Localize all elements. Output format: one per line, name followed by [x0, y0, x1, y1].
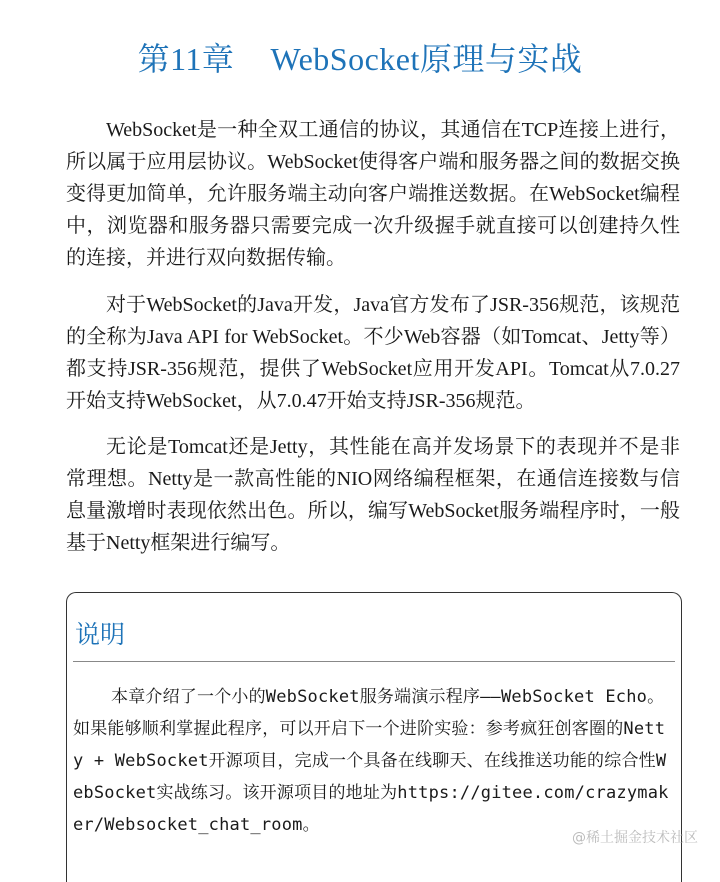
- watermark: @稀土掘金技术社区: [572, 830, 698, 846]
- body-paragraph: WebSocket是一种全双工通信的协议，其通信在TCP连接上进行，所以属于应用层协议。WebSocket使得客户端和服务器之间的数据交换变得更加简单，允许服务端主动向客户端推送数据。在WebSocket编程中，浏览器和服务器只需要完成一次升级握手就直接可以创建持久性的连接，并进行双向数据传输。: [66, 119, 680, 269]
- body-paragraph: 对于WebSocket的Java开发，Java官方发布了JSR-356规范，该规范的全称为Java API for WebSocket。不少Web容器（如Tomcat、Jetty等）都支持JSR-356规范，提供了WebSocket应用开发API。Tomcat从7.0.27开始支持WebSocket，从7.0.47开始支持JSR-356规范。: [66, 294, 680, 412]
- note-body: 本章介绍了一个小的WebSocket服务端演示程序——WebSocket Echo。如果能够顺利掌握此程序，可以开启下一个进阶实验：参考疯狂创客圈的Netty + WebSocket开源项目，完成一个具备在线聊天、在线推送功能的综合性WebSocket实战练习。该开源项目的地址为https://gitee.com/crazymaker/Websocket_chat_room。: [73, 687, 669, 835]
- chapter-name: WebSocket原理与实战: [270, 41, 583, 77]
- chapter-number: 第11章: [137, 41, 235, 77]
- chapter-title: [0, 34, 720, 80]
- note-heading: 说明: [75, 620, 126, 649]
- note-divider: [73, 661, 675, 662]
- body-paragraph: 无论是Tomcat还是Jetty，其性能在高并发场景下的表现并不是非常理想。Netty是一款高性能的NIO网络编程框架，在通信连接数与信息量激增时表现依然出色。所以，编写WebSocket服务端程序时，一般基于Netty框架进行编写。: [66, 436, 680, 554]
